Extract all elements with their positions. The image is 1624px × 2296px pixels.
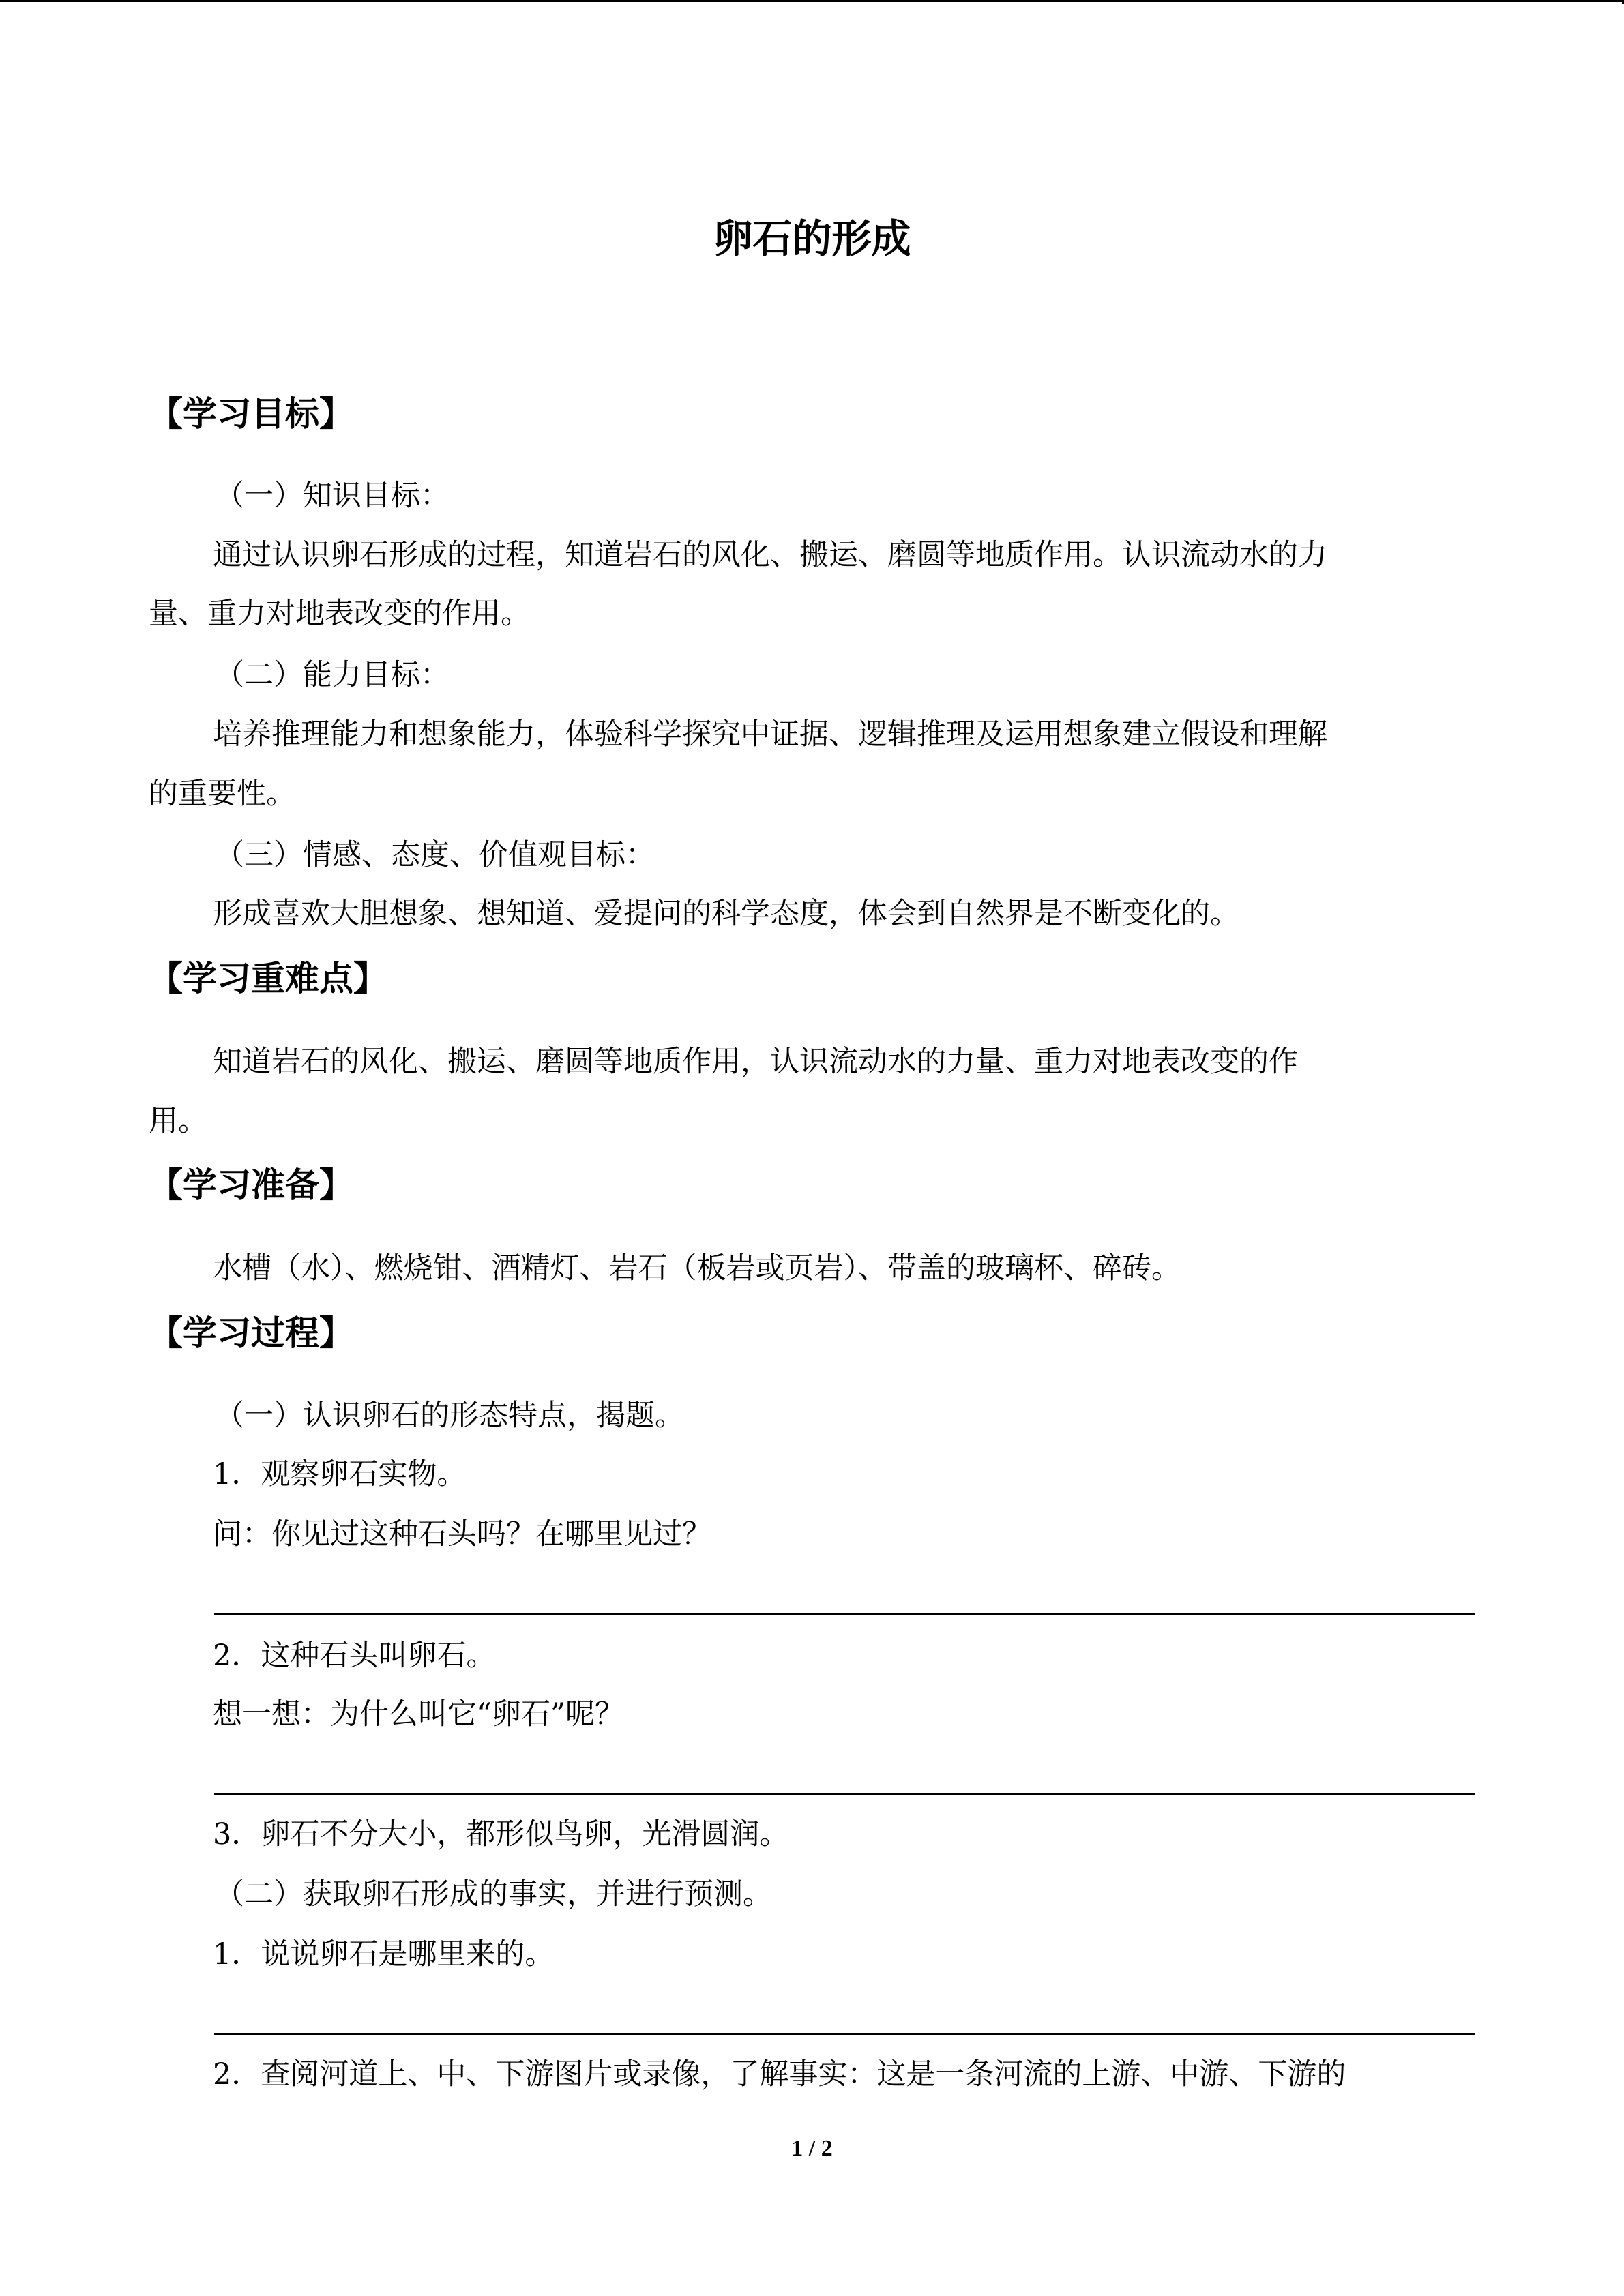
heading-preparation: 【学习准备】 bbox=[149, 1165, 353, 1205]
paragraph-line: 通过认识卵石形成的过程，知道岩石的风化、搬运、磨圆等地质作用。认识流动水的力 bbox=[213, 538, 1327, 572]
subheading-knowledge: （一）知识目标： bbox=[215, 479, 449, 513]
heading-process: 【学习过程】 bbox=[149, 1313, 353, 1353]
process-part-1: （一）认识卵石的形态特点，揭题。 bbox=[215, 1399, 684, 1433]
page-title: 卵石的形成 bbox=[713, 215, 911, 262]
process-question: 想一想：为什么叫它“卵石”呢？ bbox=[213, 1697, 624, 1731]
paragraph-line: 用。 bbox=[149, 1104, 207, 1138]
process-item: 1．说说卵石是哪里来的。 bbox=[213, 1937, 555, 1971]
answer-line bbox=[214, 1613, 1475, 1615]
paragraph-line: 水槽（水）、燃烧钳、酒精灯、岩石（板岩或页岩）、带盖的玻璃杯、碎砖。 bbox=[213, 1251, 1181, 1285]
paragraph-line: 形成喜欢大胆想象、想知道、爱提问的科学态度，体会到自然界是不断变化的。 bbox=[213, 897, 1239, 931]
heading-key-points: 【学习重难点】 bbox=[149, 959, 387, 998]
process-item: 1．观察卵石实物。 bbox=[213, 1457, 467, 1491]
heading-objectives: 【学习目标】 bbox=[149, 394, 353, 434]
process-part-2: （二）获取卵石形成的事实，并进行预测。 bbox=[215, 1877, 772, 1911]
page-number: 1 / 2 bbox=[791, 2136, 833, 2161]
process-item: 3．卵石不分大小，都形似鸟卵，光滑圆润。 bbox=[213, 1817, 789, 1851]
paragraph-line: 知道岩石的风化、搬运、磨圆等地质作用，认识流动水的力量、重力对地表改变的作 bbox=[213, 1045, 1298, 1079]
paragraph-line: 培养推理能力和想象能力，体验科学探究中证据、逻辑推理及运用想象建立假设和理解 bbox=[213, 717, 1327, 751]
paragraph-line: 的重要性。 bbox=[149, 777, 295, 811]
process-question: 问：你见过这种石头吗？在哪里见过？ bbox=[213, 1517, 711, 1551]
subheading-attitude: （三）情感、态度、价值观目标： bbox=[215, 838, 655, 872]
subheading-ability: （二）能力目标： bbox=[215, 658, 449, 692]
answer-line bbox=[214, 1793, 1475, 1795]
process-item: 2．这种石头叫卵石。 bbox=[213, 1639, 496, 1673]
answer-line bbox=[214, 2033, 1475, 2035]
process-item: 2．查阅河道上、中、下游图片或录像，了解事实：这是一条河流的上游、中游、下游的 bbox=[213, 2057, 1346, 2091]
paragraph-line: 量、重力对地表改变的作用。 bbox=[149, 597, 530, 631]
